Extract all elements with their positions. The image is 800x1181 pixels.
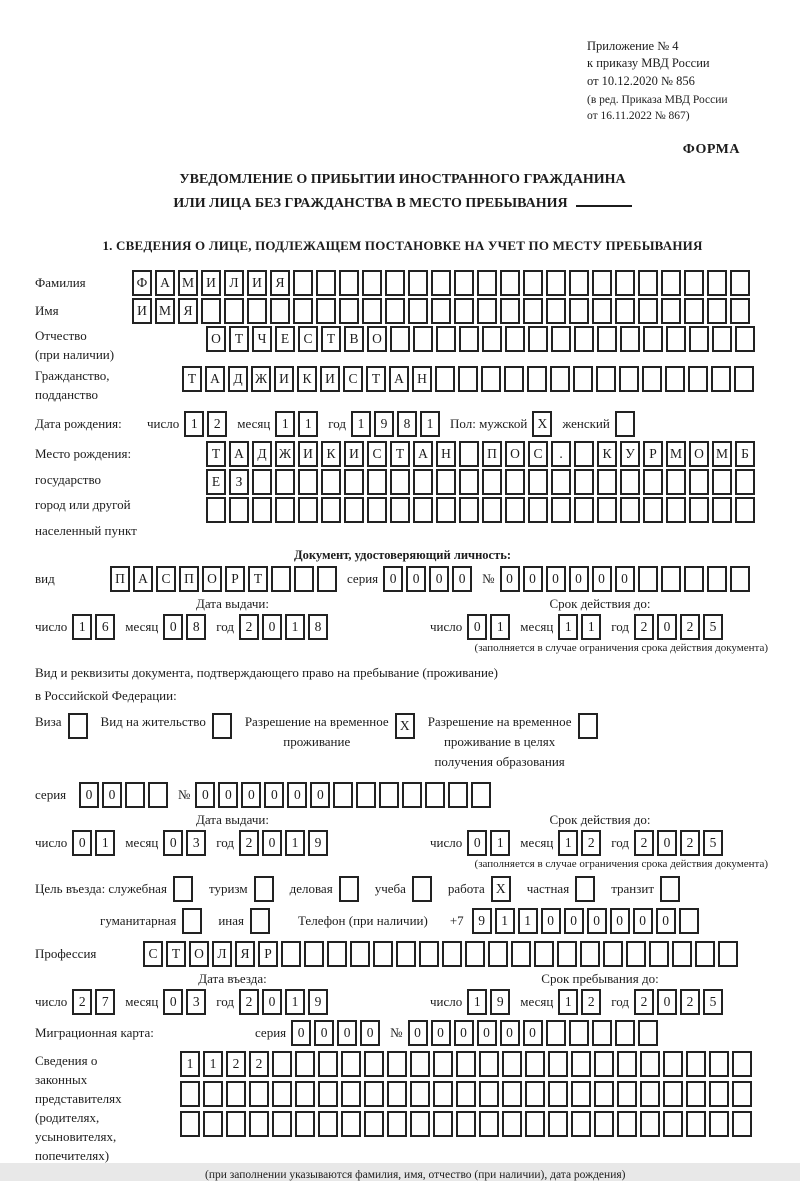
iddoc-expiry-year[interactable]: 2 0 2 5 [634,614,723,640]
iddoc-dates: Дата выдачи: число 1 6 месяц 0 8 год 2 0 1 8 Срок действия до: число 0 1 месяц 1 1 год 2 0 2 5 (заполняется в случае ограничения срока действия документа) [35,596,768,655]
doc-series-label: серия [347,571,379,587]
identity-doc-row [35,566,770,592]
firstname-cells[interactable]: И М Я [132,298,750,324]
birthplace-label: Место рождения: государство город или другой населенный пункт [35,446,137,538]
visa-option [35,712,88,739]
purpose-transit-checkbox[interactable] [660,876,680,902]
doc-series-cells[interactable]: 0 0 0 0 [383,566,472,592]
form-title-line2: ИЛИ ЛИЦА БЕЗ ГРАЖДАНСТВА В МЕСТО ПРЕБЫВАНИЯ [35,192,770,216]
purpose-work-label: работа [447,880,485,896]
purpose-study-label: учеба [374,880,406,896]
guardians-label: Сведения о законных представителях (родителях, усыновителях, попечителях) [35,1052,122,1163]
entry-day[interactable]: 2 7 [72,989,115,1015]
temp-residence-edu-option [428,712,598,772]
phone-label: Телефон (при наличии) [297,912,428,928]
iddoc-expiry-month[interactable]: 1 1 [558,614,601,640]
purpose-private-label: частная [526,880,570,896]
entry-month[interactable]: 0 3 [163,989,206,1015]
migcard-number-cells[interactable]: 0 0 0 0 0 0 [408,1020,658,1046]
guardians-row [35,1051,770,1165]
birthdate-day-cells[interactable]: 1 2 [184,411,227,437]
appendix-line: к приказу МВД России [587,56,710,71]
purpose-transit-label: транзит [611,880,655,896]
resdoc-issue-day[interactable]: 0 1 [72,830,115,856]
form-title [35,168,770,216]
appendix-block [587,38,770,124]
birthdate-row [35,411,770,437]
temp-residence-checkbox[interactable]: X [395,713,415,739]
doc-number-cells[interactable]: 0 0 0 0 0 0 [500,566,750,592]
stay-until-year[interactable]: 2 0 2 5 [634,989,723,1015]
guardians-cells-row3[interactable] [180,1111,752,1137]
purpose-other-checkbox[interactable] [250,908,270,934]
residence-permit-checkbox[interactable] [212,713,232,739]
guardians-cells-row1[interactable]: 1 1 2 2 [180,1051,752,1077]
profession-label: Профессия [35,945,97,961]
entry-purpose-row2 [35,908,770,934]
residence-permit-label: Вид на жительство [100,713,206,729]
birthdate-year-cells[interactable]: 1 9 8 1 [351,411,440,437]
visa-label: Виза [35,713,62,729]
purpose-humanitarian-checkbox[interactable] [182,908,202,934]
resdoc-number-cells[interactable]: 0 0 0 0 0 0 [195,782,491,808]
purpose-business-label: деловая [289,880,333,896]
birthplace-cells-row1[interactable]: Т А Д Ж И К И С Т А Н П О С . К У Р М О М Б [206,441,755,467]
birthdate-label: Дата рождения: [35,416,122,432]
appendix-line: от 10.12.2020 № 856 [587,73,695,88]
temp-residence-edu-checkbox[interactable] [578,713,598,739]
patronymic-cells[interactable]: О Т Ч Е С Т В О [206,326,755,352]
identity-doc-heading: Документ, удостоверяющий личность: [294,548,511,563]
firstname-label: Имя [35,303,59,319]
birthplace-cells-row3[interactable] [206,497,755,523]
year-label: год [328,416,347,432]
purpose-other-label: иная [218,912,244,928]
section1-heading: 1. СВЕДЕНИЯ О ЛИЦЕ, ПОДЛЕЖАЩЕМ ПОСТАНОВКЕ НА УЧЕТ ПО МЕСТУ ПРЕБЫВАНИЯ [102,238,703,254]
citizenship-cells[interactable]: Т А Д Ж И К И С Т А Н [182,366,754,392]
stay-until-month[interactable]: 1 2 [558,989,601,1015]
title-underline [576,193,632,207]
visa-checkbox[interactable] [68,713,88,739]
citizenship-row [35,366,770,404]
doc-number-label: № [482,571,495,587]
expiry-date-title: Срок действия до: [549,596,651,612]
sex-male-label: Пол: мужской [450,416,528,432]
phone-cells[interactable]: 9 1 1 0 0 0 0 0 0 [472,908,699,934]
resdoc-expiry-year[interactable]: 2 0 2 5 [634,830,723,856]
surname-label: Фамилия [35,275,86,291]
day-label: число [147,416,180,432]
purpose-tourism-label: туризм [208,880,248,896]
purpose-business-checkbox[interactable] [339,876,359,902]
purpose-study-checkbox[interactable] [412,876,432,902]
resdoc-series-label: серия [35,786,67,802]
entry-date-title: Дата въезда: [198,970,267,986]
amendment-line: от 16.11.2022 № 867) [587,109,690,122]
resdoc-issue-month[interactable]: 0 3 [163,830,206,856]
profession-row [35,941,770,967]
sex-female-label: женский [562,416,610,432]
phone-group [298,908,699,934]
birthdate-month-cells[interactable]: 1 1 [275,411,318,437]
profession-cells[interactable]: С Т О Л Я Р [143,941,738,967]
patronymic-row [35,326,770,364]
residence-doc-options [35,712,770,772]
resdoc-expiry-day[interactable]: 0 1 [467,830,510,856]
surname-row [35,270,770,296]
firstname-row [35,298,770,324]
validity-note: (заполняется в случае ограничения срока действия документа) [474,642,768,655]
entry-dates: Дата въезда: число 2 7 месяц 0 3 год 2 0 1 9 Срок пребывания до: число 1 9 месяц 1 2 год 2 0 2 5 [35,971,770,1015]
residence-doc-intro: Вид и реквизиты документа, подтверждающего право на пребывание (проживание) в Российской Федерации: [35,665,499,703]
migcard-series-label: серия [255,1024,287,1040]
amendment-line: (в ред. Приказа МВД России [587,93,728,106]
migration-card-row [35,1020,770,1046]
issue-date-title: Дата выдачи: [195,811,269,827]
purpose-work-checkbox[interactable]: X [491,876,511,902]
resdoc-number-label: № [178,786,191,802]
purpose-tourism-checkbox[interactable] [254,876,274,902]
migcard-series-cells[interactable]: 0 0 0 0 [291,1020,380,1046]
residence-doc-dates: Дата выдачи: число 0 1 месяц 0 3 год 2 0 1 9 Срок действия до: число 0 1 месяц 1 2 год 2 0 2 5 (заполняется в случае ограничения срока действия документа) [35,811,768,870]
issue-date-title: Дата выдачи: [195,596,269,612]
month-label: месяц [237,416,271,432]
resdoc-series-cells[interactable]: 0 0 [79,782,168,808]
patronymic-label: Отчество (при наличии) [35,328,115,363]
temp-residence-label: Разрешение на временное проживание [244,713,389,749]
iddoc-expiry-day[interactable]: 0 1 [467,614,510,640]
resdoc-issue-year[interactable]: 2 0 1 9 [239,830,328,856]
birthplace-cells-row2[interactable]: Е З [206,469,755,495]
form-label: ФОРМА [682,142,740,158]
temp-residence-edu-label: Разрешение на временное проживание в целях получения образования [427,713,572,769]
iddoc-issue-month[interactable]: 0 8 [163,614,206,640]
iddoc-issue-day[interactable]: 1 6 [72,614,115,640]
residence-permit-option [101,712,232,739]
surname-cells[interactable]: Ф А М И Л И Я [132,270,750,296]
doc-kind-cells[interactable]: П А С П О Р Т [110,566,337,592]
doc-kind-label: вид [35,571,55,587]
iddoc-issue-year[interactable]: 2 0 1 8 [239,614,328,640]
temp-residence-option [245,712,415,752]
birthplace-cells [206,441,755,525]
citizenship-label: Гражданство, подданство [35,368,110,403]
resdoc-expiry-month[interactable]: 1 2 [558,830,601,856]
sex-male-checkbox[interactable]: X [532,411,552,437]
residence-doc-series-row [35,782,770,808]
migration-card-label: Миграционная карта: [35,1024,154,1040]
stay-until-day[interactable]: 1 9 [467,989,510,1015]
purpose-official-label: Цель въезда: служебная [35,880,167,896]
guardians-cells [180,1051,752,1139]
guardians-cells-row2[interactable] [180,1081,752,1107]
purpose-official-checkbox[interactable] [173,876,193,902]
stay-until-title: Срок пребывания до: [541,970,659,986]
entry-purpose-row1 [35,876,770,902]
sex-female-checkbox[interactable] [615,411,635,437]
migcard-number-label: № [390,1024,403,1040]
purpose-private-checkbox[interactable] [575,876,595,902]
entry-year[interactable]: 2 0 1 9 [239,989,328,1015]
guardians-note: (при заполнении указываются фамилия, имя, отчество (при наличии), дата рождения) [205,1168,626,1181]
form-title-line1: УВЕДОМЛЕНИЕ О ПРИБЫТИИ ИНОСТРАННОГО ГРАЖДАНИНА [179,172,626,188]
purpose-humanitarian-label: гуманитарная [100,912,177,928]
birthplace-row [35,441,770,543]
phone-prefix: +7 [449,912,464,928]
validity-note: (заполняется в случае ограничения срока действия документа) [474,857,768,870]
expiry-date-title: Срок действия до: [549,811,651,827]
appendix-line: Приложение № 4 [587,39,679,53]
